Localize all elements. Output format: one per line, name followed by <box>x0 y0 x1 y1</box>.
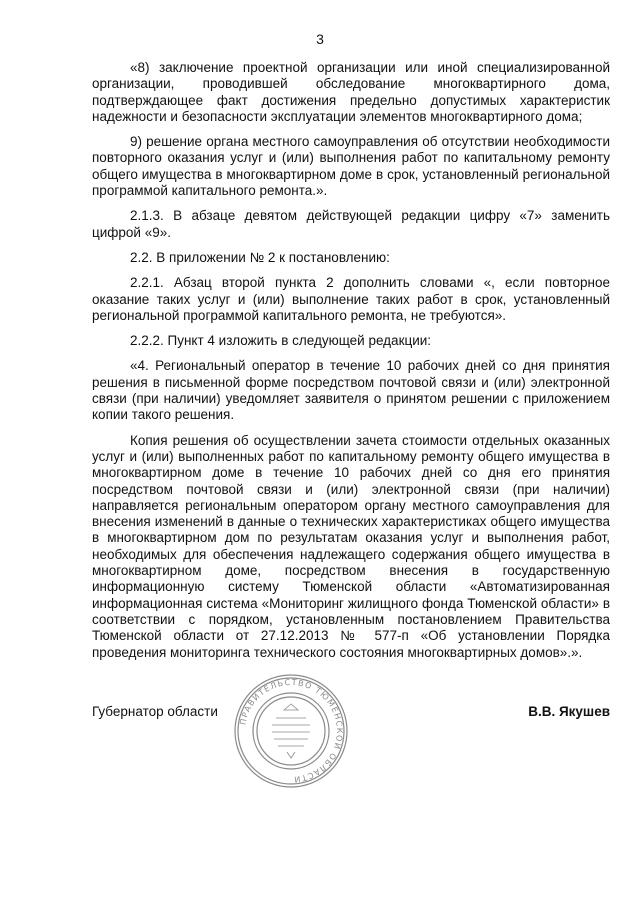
paragraph-2-2-2: 2.2.2. Пункт 4 изложить в следующей редакции: <box>130 333 432 349</box>
signatory-title: Губернатор области <box>92 704 218 719</box>
paragraph-item-8: «8) заключение проектной организации или иной специализированной организации, проводившей обследование многоквартирного дома, подтверждающее факт достижения предельно допустимых характеристик надежности и безопасности эксплуатации элементов многоквартирного дома; <box>92 60 610 124</box>
signature-block <box>92 703 610 723</box>
paragraph-2-2-1: 2.2.1. Абзац второй пункта 2 дополнить словами «, если повторное оказание таких услуг и (или) выполнение таких работ в срок, установленный региональной программой капитального ремонта, не требуются». <box>92 275 610 323</box>
paragraph-item-9: 9) решение органа местного самоуправления об отсутствии необходимости повторного оказания услуг и (или) выполнения работ по капитальному ремонту общего имущества в многоквартирном доме в срок, установленный региональной программой капитального ремонта.». <box>92 134 610 199</box>
paragraph-2-2: 2.2. В приложении № 2 к постановлению: <box>130 249 390 265</box>
paragraph-point-4: «4. Региональный оператор в течение 10 рабочих дней со дня принятия решения в письменной форме посредством почтовой связи и (или) электронной связи (при наличии) уведомляет заявителя о принятом решении с приложением копии такого решения. <box>92 358 610 423</box>
official-seal-stamp <box>232 672 350 790</box>
paragraph-2-1-3: 2.1.3. В абзаце девятом действующей редакции цифру «7» заменить цифрой «9». <box>92 208 610 240</box>
document-body <box>92 60 610 661</box>
seal-ring-text: ПРАВИТЕЛЬСТВО ТЮМЕНСКОЙ ОБЛАСТИ <box>238 677 345 785</box>
page-number: 3 <box>316 31 324 47</box>
signatory-name: В.В. Якушев <box>528 704 610 719</box>
paragraph-decision-copy: Копия решения об осуществлении зачета стоимости отдельных оказанных услуг и (или) выполненных работ по капитальному ремонту общего имущества в многоквартирном доме в течение 10 рабочих дней со дня его принятия посредством почтовой связи и (или) электронной связи (при наличии) направляется региональным оператором органу местного самоуправления для внесения изменений в данные о технических характеристиках общего имущества в многоквартирном дом по результатам оказания услуг и выполнения работ, необходимых для обеспечения надлежащего содержания общего имущества в многоквартирном доме, посредством внесения в государственную информационную систему Тюменской области «Автоматизированная информационная система «Мониторинг жилищного фонда Тюменской области» в соответствии с порядком, установленным постановлением Правительства Тюменской области от 27.12.2013 № 577-п «Об установлении Порядка проведения мониторинга технического состояния многоквартирных домов».». <box>92 432 610 660</box>
